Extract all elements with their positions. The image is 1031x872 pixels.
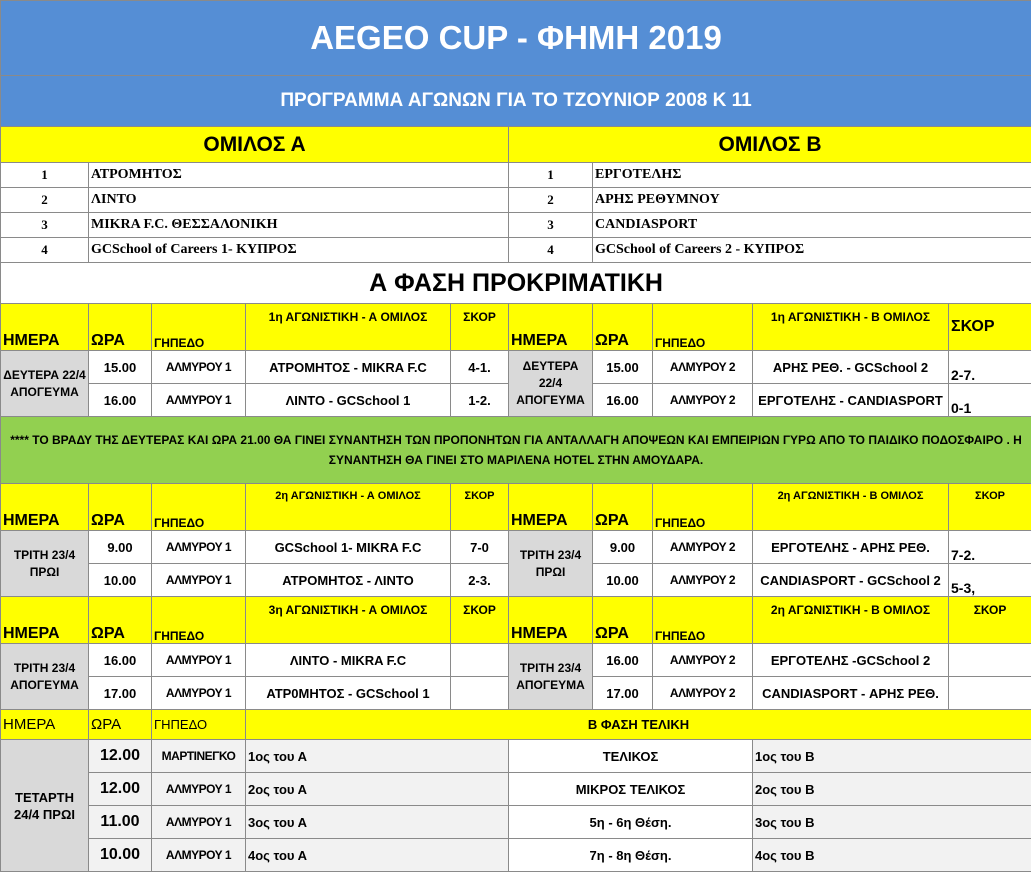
team-row xyxy=(1,188,1031,213)
match-teams: ΑΡΗΣ ΡΕΘ. - GCSchool 2 xyxy=(753,351,949,384)
final-phase-title: Β ΦΑΣΗ ΤΕΛΙΚΗ xyxy=(246,710,1031,740)
final-time: 12.00 xyxy=(89,740,152,773)
match-time: 10.00 xyxy=(593,564,653,597)
match-score: 2-3. xyxy=(451,564,509,597)
match-time: 16.00 xyxy=(593,644,653,677)
team-name: ΕΡΓΟΤΕΛΗΣ xyxy=(593,163,1031,188)
match-time: 16.00 xyxy=(593,384,653,417)
match-day: ΔΕΥΤΕΡΑ 22/4 ΑΠΟΓΕΥΜΑ xyxy=(509,351,593,417)
col-score: ΣΚΟΡ xyxy=(949,304,1031,351)
match-teams: GCSchool 1- MIKRA F.C xyxy=(246,531,451,564)
round-title-b: 2η ΑΓΩΝΙΣΤΙΚΗ - Β ΟΜΙΛΟΣ xyxy=(753,484,949,531)
final-away: 4ος του Β xyxy=(753,839,1031,872)
col-score: ΣΚΟΡ xyxy=(949,484,1031,531)
match-field: ΑΛΜΥΡΟΥ 1 xyxy=(152,351,246,384)
match-field: ΑΛΜΥΡΟΥ 2 xyxy=(653,644,753,677)
col-day: ΗΜΕΡΑ xyxy=(509,597,593,644)
match-field: ΑΛΜΥΡΟΥ 1 xyxy=(152,644,246,677)
match-score: 5-3, xyxy=(949,564,1031,597)
team-name: MIKRA F.C. ΘΕΣΣΑΛΟΝΙΚΗ xyxy=(89,213,509,238)
team-row xyxy=(1,238,1031,263)
team-number: 1 xyxy=(1,163,89,188)
final-field: ΑΛΜΥΡΟΥ 1 xyxy=(152,773,246,806)
phase-a-title: Α ΦΑΣΗ ΠΡΟΚΡΙΜΑΤΙΚΗ xyxy=(1,263,1031,304)
final-away: 1ος του Β xyxy=(753,740,1031,773)
match-field: ΑΛΜΥΡΟΥ 1 xyxy=(152,384,246,417)
match-teams: ΑΤΡΟΜΗΤΟΣ - ΛΙΝΤΟ xyxy=(246,564,451,597)
team-number: 3 xyxy=(1,213,89,238)
team-name: ΑΤΡΟΜΗΤΟΣ xyxy=(89,163,509,188)
match-time: 17.00 xyxy=(593,677,653,710)
final-match-row xyxy=(1,839,1031,872)
col-day: ΗΜΕΡΑ xyxy=(1,597,89,644)
match-teams: ΛΙΝΤΟ - GCSchool 1 xyxy=(246,384,451,417)
match-time: 10.00 xyxy=(89,564,152,597)
final-home: 4ος του Α xyxy=(246,839,509,872)
match-time: 15.00 xyxy=(593,351,653,384)
match-day: ΤΡΙΤΗ 23/4 ΑΠΟΓΕΥΜΑ xyxy=(509,644,593,710)
col-field: ΓΗΠΕΔΟ xyxy=(653,597,753,644)
team-number: 3 xyxy=(509,213,593,238)
team-name: GCSchool of Careers 1- ΚΥΠΡΟΣ xyxy=(89,238,509,263)
match-teams: ΑΤΡ0ΜΗΤΟΣ - GCSchool 1 xyxy=(246,677,451,710)
match-row xyxy=(1,531,1031,564)
col-field: ΓΗΠΕΔΟ xyxy=(653,484,753,531)
round-title-b: 2η ΑΓΩΝΙΣΤΙΚΗ - Β ΟΜΙΛΟΣ xyxy=(753,597,949,644)
final-home: 3ος του Α xyxy=(246,806,509,839)
match-score xyxy=(451,644,509,677)
team-number: 2 xyxy=(509,188,593,213)
team-number: 1 xyxy=(509,163,593,188)
coaches-meeting-notice: **** ΤΟ ΒΡΑΔΥ ΤΗΣ ΔΕΥΤΕΡΑΣ ΚΑΙ ΩΡΑ 21.00 ΘΑ ΓΙΝΕΙ ΣΥΝΑΝΤΗΣΗ ΤΩΝ ΠΡΟΠΟΝΗΤΩΝ ΓΙΑ ΑΝΤΑΛΛΑΓΗ ΑΠΟΨΕΩΝ ΚΑΙ ΕΜΠΕΙΡΙΩΝ ΓΥΡΩ ΑΠΟ ΤΟ ΠΑΙΔΙΚΟ ΠΟΔΟΣΦΑΙΡΟ . Η ΣΥΝΑΝΤΗΣΗ ΘΑ ΓΙΝΕΙ ΣΤΟ ΜΑΡΙΛΕΝΑ HOTEL ΣΤΗΝ ΑΜΟΥΔΑΡΑ. xyxy=(1,417,1031,484)
match-time: 9.00 xyxy=(89,531,152,564)
match-score xyxy=(451,677,509,710)
round-title-a: 3η ΑΓΩΝΙΣΤΙΚΗ - Α ΟΜΙΛΟΣ xyxy=(246,597,451,644)
match-row xyxy=(1,351,1031,384)
team-name: CANDIASPORT xyxy=(593,213,1031,238)
col-time: ΩΡΑ xyxy=(593,484,653,531)
final-match-row xyxy=(1,740,1031,773)
match-score: 0-1 xyxy=(949,384,1031,417)
round-header xyxy=(1,484,1031,531)
final-name: 7η - 8η Θέση. xyxy=(509,839,753,872)
match-teams: ΕΡΓΟΤΕΛΗΣ -GCSchool 2 xyxy=(753,644,949,677)
col-score: ΣΚΟΡ xyxy=(451,484,509,531)
match-row xyxy=(1,644,1031,677)
match-score xyxy=(949,677,1031,710)
page-subtitle: ΠΡΟΓΡΑΜΜΑ ΑΓΩΝΩΝ ΓΙΑ ΤΟ ΤΖΟΥΝΙΟΡ 2008 Κ 11 xyxy=(1,76,1031,127)
match-teams: CANDIASPORT - GCSchool 2 xyxy=(753,564,949,597)
col-day: ΗΜΕΡΑ xyxy=(1,304,89,351)
col-score: ΣΚΟΡ xyxy=(451,597,509,644)
col-time: ΩΡΑ xyxy=(89,484,152,531)
team-name: ΛΙΝΤΟ xyxy=(89,188,509,213)
team-number: 4 xyxy=(509,238,593,263)
col-score: ΣΚΟΡ xyxy=(451,304,509,351)
match-day: ΤΡΙΤΗ 23/4 ΠΡΩΙ xyxy=(1,531,89,597)
match-field: ΑΛΜΥΡΟΥ 2 xyxy=(653,384,753,417)
final-name: 5η - 6η Θέση. xyxy=(509,806,753,839)
group-a-title: ΟΜΙΛΟΣ Α xyxy=(1,127,509,163)
final-home: 1ος του Α xyxy=(246,740,509,773)
match-teams: CANDIASPORT - ΑΡΗΣ ΡΕΘ. xyxy=(753,677,949,710)
final-field: ΜΑΡΤΙΝΕΓΚΟ xyxy=(152,740,246,773)
final-day: ΤΕΤΑΡΤΗ 24/4 ΠΡΩΙ xyxy=(1,740,89,872)
final-header xyxy=(1,710,1031,740)
final-name: ΤΕΛΙΚΟΣ xyxy=(509,740,753,773)
match-teams: ΕΡΓΟΤΕΛΗΣ - CANDIASPORT xyxy=(753,384,949,417)
match-time: 9.00 xyxy=(593,531,653,564)
team-name: GCSchool of Careers 2 - ΚΥΠΡΟΣ xyxy=(593,238,1031,263)
match-time: 16.00 xyxy=(89,384,152,417)
page-title: AEGEO CUP - ΦΗΜΗ 2019 xyxy=(1,1,1031,76)
final-time: 12.00 xyxy=(89,773,152,806)
match-score: 1-2. xyxy=(451,384,509,417)
match-field: ΑΛΜΥΡΟΥ 1 xyxy=(152,677,246,710)
team-row xyxy=(1,213,1031,238)
col-field: ΓΗΠΕΔΟ xyxy=(152,304,246,351)
match-score xyxy=(949,644,1031,677)
final-name: ΜΙΚΡΟΣ ΤΕΛΙΚΟΣ xyxy=(509,773,753,806)
col-field: ΓΗΠΕΔΟ xyxy=(653,304,753,351)
col-time: ΩΡΑ xyxy=(89,597,152,644)
round-header xyxy=(1,597,1031,644)
match-time: 16.00 xyxy=(89,644,152,677)
match-score: 4-1. xyxy=(451,351,509,384)
match-time: 17.00 xyxy=(89,677,152,710)
col-time: ΩΡΑ xyxy=(89,710,152,740)
final-home: 2ος του Α xyxy=(246,773,509,806)
match-score: 7-0 xyxy=(451,531,509,564)
final-time: 11.00 xyxy=(89,806,152,839)
final-match-row xyxy=(1,806,1031,839)
match-field: ΑΛΜΥΡΟΥ 2 xyxy=(653,531,753,564)
col-time: ΩΡΑ xyxy=(593,304,653,351)
team-row xyxy=(1,163,1031,188)
col-time: ΩΡΑ xyxy=(89,304,152,351)
match-field: ΑΛΜΥΡΟΥ 2 xyxy=(653,564,753,597)
col-day: ΗΜΕΡΑ xyxy=(509,484,593,531)
match-teams: ΑΤΡΟΜΗΤΟΣ - MIKRA F.C xyxy=(246,351,451,384)
match-score: 2-7. xyxy=(949,351,1031,384)
round-title-a: 1η ΑΓΩΝΙΣΤΙΚΗ - Α ΟΜΙΛΟΣ xyxy=(246,304,451,351)
col-score: ΣΚΟΡ xyxy=(949,597,1031,644)
col-time: ΩΡΑ xyxy=(593,597,653,644)
team-number: 2 xyxy=(1,188,89,213)
final-away: 2ος του Β xyxy=(753,773,1031,806)
team-number: 4 xyxy=(1,238,89,263)
match-teams: ΛΙΝΤΟ - MIKRA F.C xyxy=(246,644,451,677)
match-day: ΔΕΥΤΕΡΑ 22/4 ΑΠΟΓΕΥΜΑ xyxy=(1,351,89,417)
match-day: ΤΡΙΤΗ 23/4 ΠΡΩΙ xyxy=(509,531,593,597)
col-field: ΓΗΠΕΔΟ xyxy=(152,710,246,740)
round-title-b: 1η ΑΓΩΝΙΣΤΙΚΗ - Β ΟΜΙΛΟΣ xyxy=(753,304,949,351)
col-day: ΗΜΕΡΑ xyxy=(1,484,89,531)
final-match-row xyxy=(1,773,1031,806)
round-title-a: 2η ΑΓΩΝΙΣΤΙΚΗ - Α ΟΜΙΛΟΣ xyxy=(246,484,451,531)
match-field: ΑΛΜΥΡΟΥ 1 xyxy=(152,531,246,564)
col-day: ΗΜΕΡΑ xyxy=(1,710,89,740)
match-time: 15.00 xyxy=(89,351,152,384)
match-teams: ΕΡΓΟΤΕΛΗΣ - ΑΡΗΣ ΡΕΘ. xyxy=(753,531,949,564)
group-b-title: ΟΜΙΛΟΣ Β xyxy=(509,127,1031,163)
final-field: ΑΛΜΥΡΟΥ 1 xyxy=(152,839,246,872)
match-score: 7-2. xyxy=(949,531,1031,564)
col-day: ΗΜΕΡΑ xyxy=(509,304,593,351)
final-away: 3ος του Β xyxy=(753,806,1031,839)
col-field: ΓΗΠΕΔΟ xyxy=(152,597,246,644)
final-field: ΑΛΜΥΡΟΥ 1 xyxy=(152,806,246,839)
round-header xyxy=(1,304,1031,351)
team-name: ΑΡΗΣ ΡΕΘΥΜΝΟΥ xyxy=(593,188,1031,213)
match-field: ΑΛΜΥΡΟΥ 2 xyxy=(653,677,753,710)
match-day: ΤΡΙΤΗ 23/4 ΑΠΟΓΕΥΜΑ xyxy=(1,644,89,710)
col-field: ΓΗΠΕΔΟ xyxy=(152,484,246,531)
match-field: ΑΛΜΥΡΟΥ 2 xyxy=(653,351,753,384)
match-field: ΑΛΜΥΡΟΥ 1 xyxy=(152,564,246,597)
final-time: 10.00 xyxy=(89,839,152,872)
